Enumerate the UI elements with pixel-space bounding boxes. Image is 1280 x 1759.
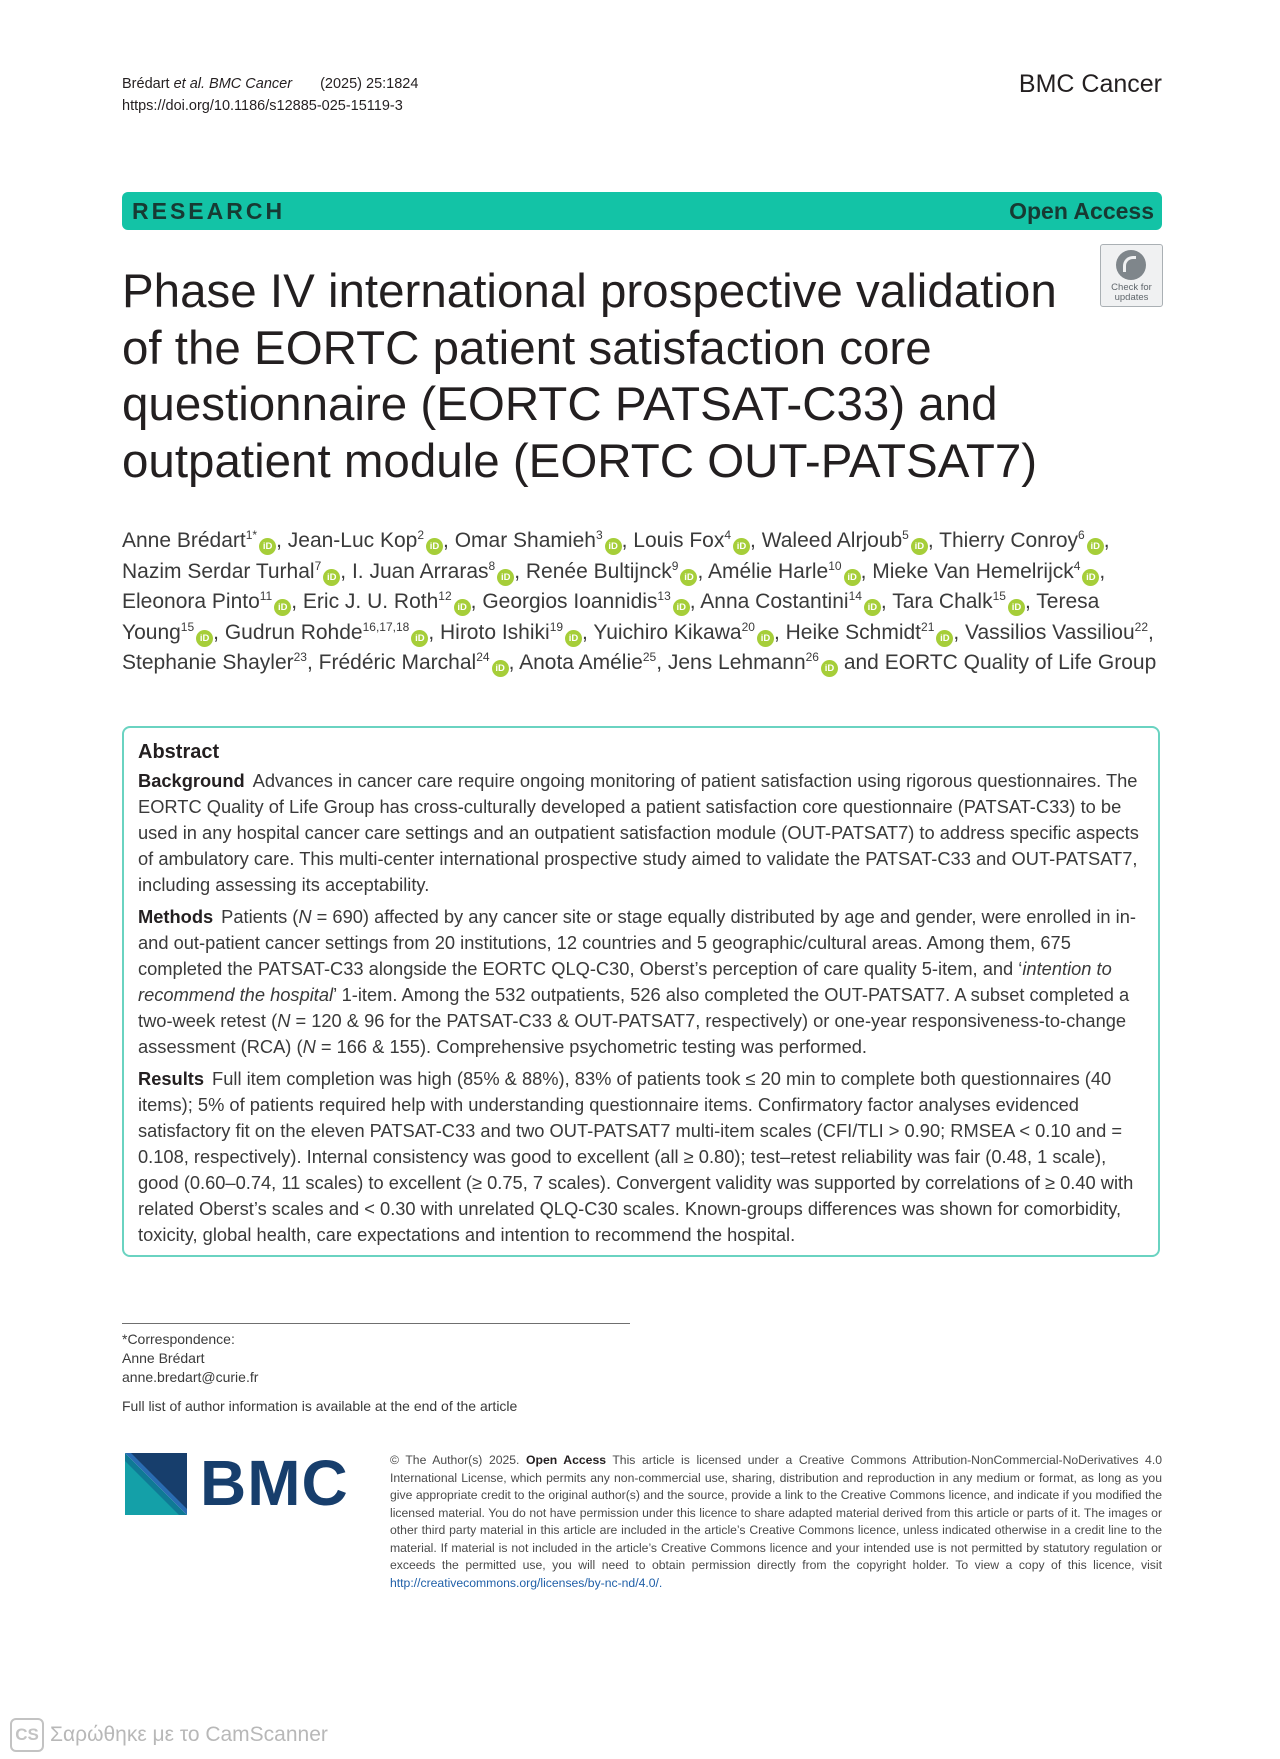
author-entry	[526, 560, 698, 583]
author-affiliation: 20	[741, 619, 755, 634]
citation	[122, 73, 418, 117]
orcid-icon[interactable]: iD	[733, 538, 750, 555]
author-name: Jens Lehmann	[667, 651, 806, 674]
author-name: Anna Costantini	[700, 590, 849, 613]
author-name: Stephanie Shayler	[122, 651, 294, 674]
author-affiliation: 14	[848, 589, 862, 603]
author-affiliation: 1*	[245, 528, 258, 542]
author-name: Renée Bultijnck	[525, 559, 672, 583]
author-affiliation: 4	[1073, 558, 1081, 573]
author-entry	[482, 590, 689, 613]
methods-n: N	[277, 1010, 291, 1031]
author-entry	[939, 529, 1104, 552]
orcid-icon[interactable]: iD	[757, 630, 774, 647]
orcid-icon[interactable]: iD	[323, 569, 340, 586]
author-entry	[122, 651, 307, 674]
author-name: Amélie Harle	[707, 559, 829, 583]
author-entry	[786, 621, 954, 644]
author-entry	[633, 529, 750, 552]
article-type-banner	[122, 192, 1162, 230]
author-affiliation: 5	[902, 528, 909, 542]
abstract-box	[122, 726, 1160, 1257]
author-name: Gudrun Rohde	[224, 620, 363, 644]
methods-italic: intention to recommend the hospital	[138, 958, 1112, 1005]
journal-name: BMC Cancer	[1018, 70, 1162, 98]
author-entry	[122, 560, 340, 583]
orcid-icon[interactable]: iD	[492, 660, 509, 677]
author-affiliation: 2	[417, 528, 425, 542]
background-text: Advances in cancer care require ongoing monitoring of patient satisfaction using rigorous questionnaires. The EORTC Quality of Life Group has cross-culturally developed a patient satisfaction core questionnaire (PATSAT-C33) to be used in any hospital cancer care settings and an outpatient satisfaction module (OUT-PATSAT7) to address specific aspects of ambulatory care. This multi-center international prospective study aimed to validate the PATSAT-C33 and OUT-PATSAT7, including assessing its acceptability.	[138, 770, 1139, 895]
license-text: This article is licensed under a Creative Commons Attribution-NonCommercial-NoDerivatives 4.0 International License, which permits any non-commercial use, sharing, distribution and reproduction in any medium or format, as long as you give appropriate credit to the original author(s) and the source, provide a link to the Creative Commons licence, and indicate if you modified the licensed material. You do not have permission under this licence to share adapted material derived from this article or parts of it. The images or other third party material in this article are included in the article’s Creative Commons licence, unless indicated otherwise in a credit line to the material. If material is not included in the article’s Creative Commons licence and your intended use is not permitted by statutory regulation or exceeds the permitted use, you will need to obtain permission directly from the copyright holder. To view a copy of this licence, visit	[390, 1453, 1162, 1572]
citation-line	[122, 73, 418, 95]
author-affiliation: 16,17,18	[362, 619, 410, 634]
orcid-icon[interactable]: iD	[454, 599, 471, 616]
orcid-icon[interactable]: iD	[497, 569, 514, 586]
orcid-icon[interactable]: iD	[821, 660, 838, 677]
results-text: Full item completion was high (85% & 88%), 83% of patients took ≤ 20 min to complete both questionnaires (40 items); 5% of patients required help with understanding questionnaire items. Confirmatory factor analyses evidenced satisfactory fit on the eleven PATSAT-C33 and two OUT-PATSAT7 multi-item scales (CFI/TLI > 0.90; RMSEA < 0.10 and = 0.108, respectively). Internal consistency was good to excellent (all ≥ 0.80); test–retest reliability was fair (0.48, 1 scale), good (0.60–0.74, 11 scales) to excellent (≥ 0.75, 7 scales). Convergent validity was supported by correlations of ≥ 0.40 with related Oberst’s scales and < 0.30 with unrelated QLQ-C30 scales. Known-groups differences was shown for comorbidity, toxicity, global health, care expectations and intention to recommend the hospital.	[138, 1068, 1134, 1245]
author-entry	[455, 529, 622, 552]
author-entry	[668, 651, 838, 674]
author-affiliation: 3	[595, 528, 603, 542]
footnote-divider	[122, 1323, 630, 1324]
author-entry	[872, 560, 1099, 583]
orcid-icon[interactable]: iD	[680, 569, 697, 586]
author-affiliation: 15	[992, 589, 1006, 603]
orcid-icon[interactable]: iD	[605, 538, 622, 555]
citation-authors: Brédart	[122, 76, 174, 92]
methods-text: = 166 & 155). Comprehensive psychometric testing was performed.	[315, 1036, 868, 1057]
updates-badge-icon	[1116, 250, 1146, 280]
author-entry	[708, 560, 861, 583]
camscanner-watermark	[10, 1718, 328, 1752]
check-for-updates-label: Check for updates	[1111, 282, 1152, 303]
license-link[interactable]: http://creativecommons.org/licenses/by-nc-nd/4.0/.	[390, 1575, 663, 1590]
author-info-note: Full list of author information is available at the end of the article	[122, 1398, 518, 1414]
orcid-icon[interactable]: iD	[411, 630, 428, 647]
methods-text: ’ 1-item. Among the 532 outpatients, 526 also completed the OUT-PATSAT7. A subset completed a two-week retest (	[138, 984, 1130, 1031]
author-name: Waleed Alrjoub	[761, 529, 903, 552]
doi-link[interactable]: https://doi.org/10.1186/s12885-025-15119-3	[122, 98, 403, 114]
author-entry	[762, 529, 928, 552]
author-affiliation: 22	[1134, 619, 1149, 634]
check-for-updates-icon[interactable]	[1100, 244, 1163, 307]
author-entry	[122, 529, 276, 552]
citation-volume: (2025) 25:1824	[320, 76, 419, 92]
author-name: Yuichiro Kikawa	[593, 620, 742, 644]
orcid-icon[interactable]: iD	[936, 630, 953, 647]
author-entry	[593, 621, 774, 644]
methods-text: Patients (	[221, 906, 299, 927]
author-entry	[965, 621, 1148, 644]
author-affiliation: 23	[293, 650, 307, 664]
author-name: Vassilios Vassiliou	[965, 620, 1135, 644]
author-affiliation: 12	[438, 589, 452, 603]
author-name: Teresa Young	[122, 590, 1100, 644]
author-affiliation: 13	[657, 589, 671, 603]
abstract-heading: Abstract	[138, 741, 220, 763]
author-name: Jean-Luc Kop	[287, 529, 418, 552]
orcid-icon[interactable]: iD	[1082, 569, 1099, 586]
orcid-icon[interactable]: iD	[426, 538, 443, 555]
author-name: Anota Amélie	[519, 651, 643, 674]
author-entry	[122, 590, 291, 613]
author-name: Georgios Ioannidis	[482, 590, 658, 613]
author-name: Omar Shamieh	[454, 529, 596, 552]
license-open-access: Open Access	[526, 1453, 606, 1467]
orcid-icon[interactable]: iD	[274, 599, 291, 616]
author-entry	[440, 621, 582, 644]
correspondence-email[interactable]: anne.bredart@curie.fr	[122, 1369, 259, 1385]
abstract-methods	[138, 904, 1144, 1060]
orcid-icon[interactable]: iD	[864, 599, 881, 616]
correspondence-block	[122, 1330, 258, 1387]
author-entry	[700, 590, 881, 613]
author-entry	[303, 590, 471, 613]
author-affiliation: 9	[671, 558, 679, 573]
orcid-icon[interactable]: iD	[1008, 599, 1025, 616]
abstract-background	[138, 768, 1144, 898]
orcid-icon[interactable]: iD	[565, 630, 582, 647]
author-affiliation: 25	[642, 650, 657, 664]
author-name: Hiroto Ishiki	[439, 620, 550, 644]
correspondence-name: Anne Brédart	[122, 1350, 205, 1366]
author-name: Eleonora Pinto	[122, 590, 260, 613]
author-affiliation: 21	[921, 619, 935, 634]
orcid-icon[interactable]: iD	[911, 538, 928, 555]
author-name: I. Juan Arraras	[351, 559, 489, 583]
author-affiliation: 15	[180, 619, 195, 634]
author-entry	[288, 529, 443, 552]
author-affiliation: 26	[805, 650, 819, 664]
author-entry	[519, 651, 656, 674]
author-entry	[225, 621, 428, 644]
orcid-icon[interactable]: iD	[259, 538, 276, 555]
author-group: and EORTC Quality of Life Group	[837, 651, 1157, 674]
author-name: Thierry Conroy	[939, 529, 1079, 552]
author-affiliation: 11	[259, 589, 273, 603]
author-affiliation: 8	[488, 558, 496, 573]
camscanner-icon: CS	[10, 1718, 44, 1752]
open-access-label: Open Access	[1009, 198, 1154, 224]
license-statement	[390, 1452, 1162, 1592]
author-name: Nazim Serdar Turhal	[122, 559, 315, 583]
author-name: Louis Fox	[633, 529, 725, 552]
bmc-logo-mark-icon	[125, 1453, 187, 1515]
author-name: Eric J. U. Roth	[302, 590, 439, 613]
author-entry	[892, 590, 1025, 613]
author-affiliation: 4	[724, 528, 732, 542]
author-name: Tara Chalk	[892, 590, 993, 613]
author-entry	[352, 560, 514, 583]
bmc-wordmark: BMC	[200, 1447, 349, 1519]
bmc-logo-icon	[125, 1447, 360, 1519]
author-entry	[319, 651, 509, 674]
results-label: Results	[138, 1068, 205, 1089]
author-name: Mieke Van Hemelrijck	[872, 559, 1074, 583]
methods-text: = 120 & 96 for the PATSAT-C33 & OUT-PATSAT7, respectively) or one-year responsiveness-to-change assessment (RCA) (	[138, 1010, 1127, 1057]
orcid-icon[interactable]: iD	[196, 630, 213, 647]
author-name: Anne Brédart	[122, 529, 246, 552]
author-affiliation: 10	[828, 558, 842, 573]
author-affiliation: 19	[549, 619, 564, 634]
author-affiliation: 6	[1078, 528, 1085, 542]
author-list: Anne Brédart$^{1*}$iD , Jean-Luc Kop$^2$iD , Omar Shamieh$^3$iD , Louis Fox$^4$iD , Waleed Alrjoub$^5$iD , Thierry Conroy$^6$iD , Nazim Serdar Turhal$^7$iD , I. Juan Arraras$^8$iD , Renée Bultijnck$^9$iD , Amélie Harle$^{10}$iD , Mieke Van Hemelrijck$^4$iD , Eleonora Pinto$^{11}$iD , Eric J. U. Roth$^{12}$iD , Georgios Ioannidis$^{13}$iD , Anna Costantini$^{14}$iD , Tara Chalk$^{15}$iD , Teresa Young$^{15}$iD , Gudrun Rohde$^{16,17,18}$iD , Hiroto Ishiki$^{19}$iD , Yuichiro Kikawa$^{20}$iD , Heike Schmidt$^{21}$iD , Vassilios Vassiliou$^{22}$, Stephanie Shayler$^{23}$, Frédéric Marchal$^{24}$iD , Anota Amélie$^{25}$, Jens Lehmann$^{26}$iD and EORTC Quality of Life Group	[122, 526, 1162, 679]
correspondence-label: *Correspondence:	[122, 1331, 235, 1347]
camscanner-text: Σαρώθηκε με το CamScanner	[50, 1723, 328, 1746]
license-copyright: © The Author(s) 2025.	[390, 1453, 527, 1467]
author-name: Frédéric Marchal	[318, 651, 477, 674]
background-label: Background	[138, 770, 245, 791]
article-type: RESEARCH	[132, 198, 286, 224]
methods-n: N	[298, 906, 312, 927]
author-affiliation: 24	[476, 650, 490, 664]
orcid-icon[interactable]: iD	[1087, 538, 1104, 555]
author-affiliation: 7	[314, 558, 322, 573]
orcid-icon[interactable]: iD	[844, 569, 861, 586]
article-title: Phase IV international prospective validation of the EORTC patient satisfaction core questionnaire (EORTC PATSAT-C33) and outpatient module (EORTC OUT-PATSAT7)	[122, 265, 1057, 488]
author-name: Heike Schmidt	[785, 620, 922, 644]
methods-label: Methods	[138, 906, 214, 927]
orcid-icon[interactable]: iD	[673, 599, 690, 616]
abstract-results	[138, 1066, 1144, 1248]
citation-journal: et al. BMC Cancer	[173, 76, 293, 92]
methods-text: = 690) affected by any cancer site or stage equally distributed by age and gender, were enrolled in in- and out-patient cancer settings from 20 institutions, 12 countries and 5 geographic/cultural areas. Among them, 675 completed the PATSAT-C33 alongside the EORTC QLQ-C30, Oberst’s perception of care quality 5-item, and ‘	[138, 906, 1136, 979]
methods-n: N	[302, 1036, 316, 1057]
